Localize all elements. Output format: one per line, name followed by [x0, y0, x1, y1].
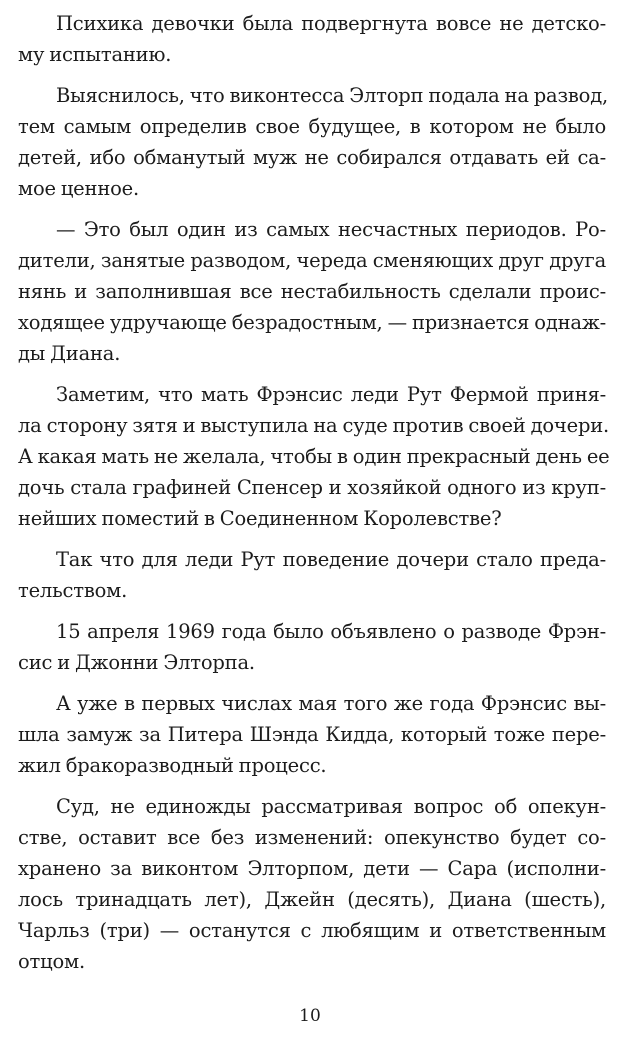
paragraph	[18, 8, 606, 70]
text-line: Чарльз (три) — останутся с любящим и ответственным	[18, 919, 606, 942]
paragraph	[18, 80, 609, 204]
text-line: Заметим, что мать Фрэнсис леди Рут Фермой приня-	[56, 383, 606, 406]
text-line: му испытанию.	[18, 43, 172, 66]
text-line: стве, оставит все без изменений: опекунство будет со-	[18, 826, 606, 849]
text-line: ды Диана.	[18, 342, 121, 365]
text-line: 15 апреля 1969 года было объявлено о разводе Фрэн-	[56, 620, 606, 643]
text-line: нянь и заполнившая все нестабильность сделали проис-	[18, 280, 606, 303]
text-line: Психика девочки была подвергнута вовсе не детско-	[56, 12, 606, 35]
text-line: ла сторону зятя и выступила на суде против своей дочери.	[18, 414, 610, 437]
text-line: А какая мать не желала, чтобы в один прекрасный день ее	[18, 445, 610, 468]
text-line: Выяснилось, что виконтесса Элторп подала на развод,	[56, 84, 609, 107]
paragraph	[18, 616, 606, 678]
text-line: детей, ибо обманутый муж не собирался отдавать ей са-	[18, 146, 606, 169]
text-line: отцом.	[18, 950, 85, 973]
text-line: — Это был один из самых несчастных периодов. Ро-	[56, 218, 606, 241]
text-line: тем самым определив свое будущее, в котором не было	[18, 115, 606, 138]
text-line: А уже в первых числах мая того же года Фрэнсис вы-	[56, 692, 606, 715]
text-line: шла замуж за Питера Шэнда Кидда, который тоже пере-	[18, 723, 606, 746]
paragraph	[18, 379, 610, 534]
text-line: лось тринадцать лет), Джейн (десять), Диана (шесть),	[18, 888, 606, 911]
text-line: хранено за виконтом Элторпом, дети — Сара (исполни-	[18, 857, 606, 880]
text-line: Суд, не единожды рассматривая вопрос об опекун-	[56, 795, 606, 818]
text-line: жил бракоразводный процесс.	[18, 754, 327, 777]
text-line: ходящее удручающе безрадостным, — признается однаж-	[18, 311, 606, 334]
body-text	[18, 8, 610, 977]
paragraph	[18, 791, 606, 977]
paragraph	[18, 214, 606, 369]
text-line: нейших поместий в Соединенном Королевстве?	[18, 507, 502, 530]
page-number: 10	[299, 1006, 321, 1026]
paragraph	[18, 544, 606, 606]
text-line: дители, занятые разводом, череда сменяющих друг друга	[18, 249, 606, 272]
text-line: сис и Джонни Элторпа.	[18, 651, 255, 674]
paragraph	[18, 688, 606, 781]
text-line: Так что для леди Рут поведение дочери стало преда-	[56, 548, 606, 571]
text-line: мое ценное.	[18, 177, 139, 200]
text-line: тельством.	[18, 579, 128, 602]
text-line: дочь стала графиней Спенсер и хозяйкой одного из круп-	[18, 476, 606, 499]
